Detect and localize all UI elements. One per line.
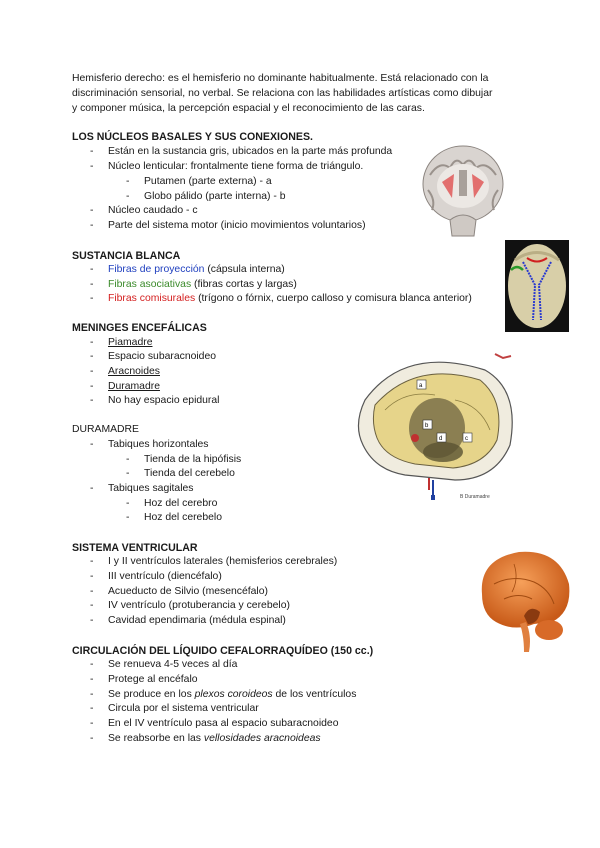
figure-label-a: a xyxy=(419,383,423,389)
figure-label-d: d xyxy=(439,436,443,442)
figure-label-b: b xyxy=(425,423,429,429)
intro-line: y componer música, la percepción espacial y el reconocimiento de las caras. xyxy=(72,103,425,115)
figure-label-c: c xyxy=(465,436,468,442)
intro-paragraph xyxy=(72,71,542,117)
section-title-sustancia: SUSTANCIA BLANCA xyxy=(72,250,181,262)
section-title-circulacion: CIRCULACIÓN DEL LÍQUIDO CEFALORRAQUÍDEO (150 cc.) xyxy=(72,645,374,657)
section-title-nucleos: LOS NÚCLEOS BASALES Y SUS CONEXIONES. xyxy=(72,131,313,143)
intro-line: discriminación sensorial, no verbal. Se relaciona con las habilidades artísticas como dibujar xyxy=(72,88,493,100)
section-title-meninges: MENINGES ENCEFÁLICAS xyxy=(72,322,207,334)
section-title-ventricular: SISTEMA VENTRICULAR xyxy=(72,542,198,554)
white-matter-image xyxy=(505,240,569,332)
figure-caption: B Duramadre xyxy=(460,494,490,500)
dura-mater-image xyxy=(345,350,525,500)
intro-line: Hemisferio derecho: es el hemisferio no dominante habitualmente. Está relacionado con la xyxy=(72,73,489,84)
basal-nuclei-image xyxy=(420,140,506,240)
ventricular-brain-image xyxy=(474,544,574,654)
section-title-duramadre: DURAMADRE xyxy=(72,424,139,435)
